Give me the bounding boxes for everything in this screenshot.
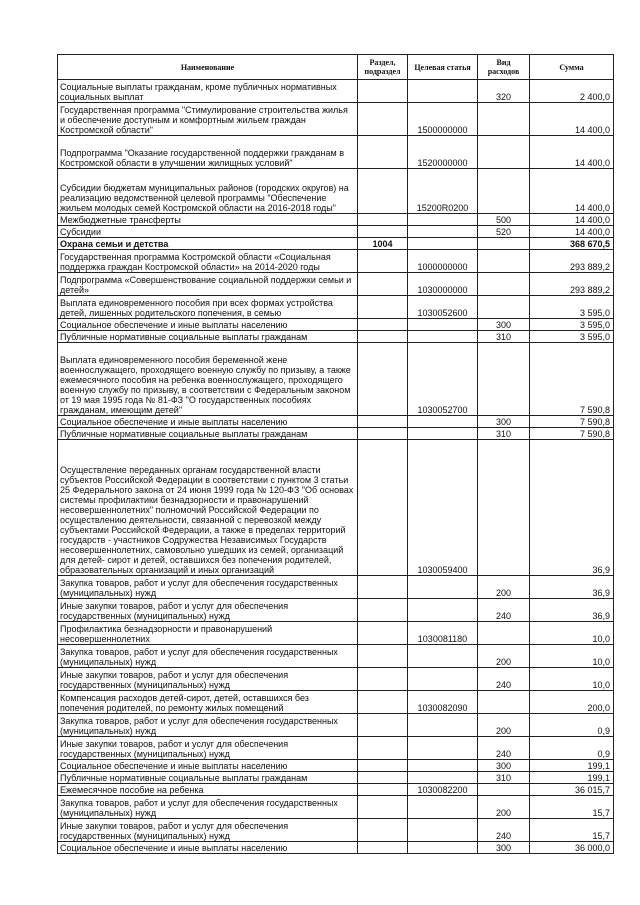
cell-sum: 15,7 (530, 796, 614, 819)
cell-sum: 7 590,8 (530, 428, 614, 440)
table-header (58, 55, 614, 80)
cell-kind (478, 169, 530, 214)
cell-target: 1030059400 (408, 440, 478, 576)
table-row (58, 169, 614, 214)
cell-sum: 3 595,0 (530, 319, 614, 331)
table-row (58, 645, 614, 668)
cell-section (358, 784, 408, 796)
cell-name: Выплата единовременного пособия беременной жене военнослужащего, проходящего военную службу по призыву, а также ежемесячного пособия на ребенка военнослужащего, проходящего военную службу по призыву, в соответствии с Федеральным законом от 19 мая 1995 года № 81-ФЗ "О государственных пособиях гражданам, имеющим детей" (58, 343, 358, 416)
cell-sum: 0,9 (530, 714, 614, 737)
table-row (58, 796, 614, 819)
table-row (58, 714, 614, 737)
cell-target (408, 238, 478, 250)
cell-kind (478, 343, 530, 416)
table-body (58, 80, 614, 854)
cell-name: Публичные нормативные социальные выплаты гражданам (58, 331, 358, 343)
cell-target (408, 772, 478, 784)
cell-name: Социальное обеспечение и иные выплаты населению (58, 760, 358, 772)
header-name: Наименование (58, 55, 358, 80)
cell-kind: 300 (478, 416, 530, 428)
header-target: Целевая статья (408, 55, 478, 80)
cell-kind (478, 691, 530, 714)
cell-name: Подпрограмма "Оказание государственной поддержки гражданам в Костромской области в улучшении жилищных условий" (58, 136, 358, 169)
cell-sum: 0,9 (530, 737, 614, 760)
cell-target (408, 819, 478, 842)
table-row (58, 576, 614, 599)
cell-sum: 15,7 (530, 819, 614, 842)
cell-kind (478, 622, 530, 645)
table-row (58, 343, 614, 416)
table-row (58, 103, 614, 136)
cell-name: Межбюджетные трансферты (58, 214, 358, 226)
cell-name: Закупка товаров, работ и услуг для обеспечения государственных (муниципальных) нужд (58, 714, 358, 737)
header-sum: Сумма (530, 55, 614, 80)
cell-section (358, 772, 408, 784)
cell-target (408, 319, 478, 331)
cell-target (408, 428, 478, 440)
cell-name: Государственная программа "Стимулирование строительства жилья и обеспечение доступным и комфортным жильем граждан Костромской области" (58, 103, 358, 136)
table-row (58, 416, 614, 428)
cell-section (358, 331, 408, 343)
cell-sum: 14 400,0 (530, 226, 614, 238)
cell-target (408, 737, 478, 760)
cell-target (408, 80, 478, 103)
cell-section (358, 737, 408, 760)
cell-section (358, 796, 408, 819)
cell-section (358, 645, 408, 668)
cell-sum: 2 400,0 (530, 80, 614, 103)
cell-target: 15200R0200 (408, 169, 478, 214)
cell-name: Ежемесячное пособие на ребенка (58, 784, 358, 796)
table-row (58, 238, 614, 250)
table-row (58, 819, 614, 842)
cell-section (358, 819, 408, 842)
table-row (58, 772, 614, 784)
cell-kind (478, 440, 530, 576)
cell-section (358, 319, 408, 331)
table-row (58, 668, 614, 691)
cell-kind: 300 (478, 842, 530, 854)
cell-target: 1030082200 (408, 784, 478, 796)
cell-sum: 293 889,2 (530, 250, 614, 273)
cell-name: Субсидии бюджетам муниципальных районов (городских округов) на реализацию ведомственной целевой программы "Обеспечение жильем молодых семей Костромской области на 2016-2018 годы" (58, 169, 358, 214)
cell-name: Государственная программа Костромской области «Социальная поддержка граждан Костромской области» на 2014-2020 годы (58, 250, 358, 273)
cell-kind: 200 (478, 796, 530, 819)
cell-kind: 240 (478, 599, 530, 622)
cell-target (408, 331, 478, 343)
table-row (58, 214, 614, 226)
cell-kind (478, 250, 530, 273)
cell-name: Социальное обеспечение и иные выплаты населению (58, 319, 358, 331)
cell-sum: 7 590,8 (530, 343, 614, 416)
cell-sum: 368 670,5 (530, 238, 614, 250)
cell-section (358, 214, 408, 226)
table-row (58, 784, 614, 796)
cell-target (408, 576, 478, 599)
cell-name: Социальное обеспечение и иные выплаты населению (58, 842, 358, 854)
table-row (58, 737, 614, 760)
table-row (58, 80, 614, 103)
cell-kind (478, 136, 530, 169)
cell-kind: 200 (478, 576, 530, 599)
cell-kind: 200 (478, 714, 530, 737)
cell-target (408, 226, 478, 238)
cell-section (358, 80, 408, 103)
cell-kind: 310 (478, 428, 530, 440)
cell-sum: 36,9 (530, 576, 614, 599)
table-row (58, 691, 614, 714)
table-row (58, 250, 614, 273)
cell-section (358, 622, 408, 645)
cell-section (358, 599, 408, 622)
cell-section (358, 668, 408, 691)
cell-sum: 3 595,0 (530, 331, 614, 343)
cell-name: Профилактика безнадзорности и правонарушений несовершеннолетних (58, 622, 358, 645)
cell-target: 1030000000 (408, 273, 478, 296)
cell-kind: 520 (478, 226, 530, 238)
cell-kind: 300 (478, 760, 530, 772)
cell-kind: 240 (478, 737, 530, 760)
cell-section (358, 842, 408, 854)
cell-section (358, 440, 408, 576)
cell-target (408, 645, 478, 668)
cell-target: 1520000000 (408, 136, 478, 169)
cell-name: Публичные нормативные социальные выплаты гражданам (58, 428, 358, 440)
table-row (58, 319, 614, 331)
cell-target: 1500000000 (408, 103, 478, 136)
cell-kind (478, 238, 530, 250)
cell-name: Охрана семьи и детства (58, 238, 358, 250)
cell-section (358, 691, 408, 714)
cell-kind: 240 (478, 668, 530, 691)
cell-section (358, 226, 408, 238)
cell-section (358, 250, 408, 273)
cell-section (358, 760, 408, 772)
cell-sum: 14 400,0 (530, 136, 614, 169)
table-row (58, 331, 614, 343)
cell-target: 1030081180 (408, 622, 478, 645)
cell-kind: 310 (478, 331, 530, 343)
header-row (58, 55, 614, 80)
cell-kind (478, 103, 530, 136)
cell-target: 1030082090 (408, 691, 478, 714)
cell-name: Публичные нормативные социальные выплаты гражданам (58, 772, 358, 784)
cell-name: Осуществление переданных органам государственной власти субъектов Российской Федерации в соответствии с пунктом 3 статьи 25 Федерального закона от 24 июня 1999 года № 120-ФЗ "Об основах системы профилактики безнадзорности и правонарушений несовершеннолетних" полномочий Российской Федерации по осуществлению деятельности, связанной с перевозкой между субъектами Российской Федерации, а также в пределах территорий государств - участников Содружества Независимых Государств несовершеннолетних, самовольно ушедших из семей, организаций для детей- сирот и детей, оставшихся без попечения родителей, образовательных организаций и иных организаций (58, 440, 358, 576)
cell-kind: 300 (478, 319, 530, 331)
cell-sum: 36,9 (530, 599, 614, 622)
cell-target: 1030052700 (408, 343, 478, 416)
cell-name: Субсидии (58, 226, 358, 238)
cell-kind: 240 (478, 819, 530, 842)
cell-target (408, 714, 478, 737)
cell-name: Иные закупки товаров, работ и услуг для обеспечения государственных (муниципальных) нужд (58, 819, 358, 842)
cell-section (358, 296, 408, 319)
cell-name: Подпрограмма «Совершенствование социальной поддержки семьи и детей» (58, 273, 358, 296)
cell-name: Иные закупки товаров, работ и услуг для обеспечения государственных (муниципальных) нужд (58, 737, 358, 760)
cell-sum: 10,0 (530, 645, 614, 668)
table-row (58, 622, 614, 645)
cell-section (358, 416, 408, 428)
cell-target (408, 842, 478, 854)
cell-sum: 200,0 (530, 691, 614, 714)
cell-section (358, 136, 408, 169)
table-row (58, 136, 614, 169)
cell-name: Иные закупки товаров, работ и услуг для обеспечения государственных (муниципальных) нужд (58, 599, 358, 622)
cell-sum: 293 889,2 (530, 273, 614, 296)
cell-sum: 36,9 (530, 440, 614, 576)
table-row (58, 226, 614, 238)
table-row (58, 428, 614, 440)
cell-kind: 310 (478, 772, 530, 784)
cell-kind: 200 (478, 645, 530, 668)
cell-target (408, 416, 478, 428)
cell-target (408, 599, 478, 622)
cell-kind (478, 273, 530, 296)
table-row (58, 760, 614, 772)
cell-section (358, 714, 408, 737)
cell-sum: 3 595,0 (530, 296, 614, 319)
cell-target (408, 668, 478, 691)
cell-section (358, 343, 408, 416)
cell-section (358, 273, 408, 296)
cell-name: Закупка товаров, работ и услуг для обеспечения государственных (муниципальных) нужд (58, 576, 358, 599)
cell-section (358, 576, 408, 599)
cell-sum: 10,0 (530, 668, 614, 691)
cell-target: 1030052600 (408, 296, 478, 319)
cell-name: Социальное обеспечение и иные выплаты населению (58, 416, 358, 428)
cell-name: Компенсация расходов детей-сирот, детей, оставшихся без попечения родителей, по ремонту жилых помещений (58, 691, 358, 714)
cell-name: Выплата единовременного пособия при всех формах устройства детей, лишенных родительского попечения, в семью (58, 296, 358, 319)
cell-sum: 199,1 (530, 760, 614, 772)
cell-sum: 7 590,8 (530, 416, 614, 428)
cell-target (408, 214, 478, 226)
cell-kind (478, 296, 530, 319)
cell-target (408, 796, 478, 819)
table-row (58, 599, 614, 622)
cell-name: Иные закупки товаров, работ и услуг для обеспечения государственных (муниципальных) нужд (58, 668, 358, 691)
cell-name: Закупка товаров, работ и услуг для обеспечения государственных (муниципальных) нужд (58, 796, 358, 819)
cell-sum: 10,0 (530, 622, 614, 645)
cell-kind (478, 784, 530, 796)
cell-sum: 36 015,7 (530, 784, 614, 796)
cell-kind: 320 (478, 80, 530, 103)
budget-table (57, 54, 614, 854)
cell-kind: 500 (478, 214, 530, 226)
cell-target: 1000000000 (408, 250, 478, 273)
cell-name: Закупка товаров, работ и услуг для обеспечения государственных (муниципальных) нужд (58, 645, 358, 668)
table-row (58, 296, 614, 319)
cell-name: Социальные выплаты гражданам, кроме публичных нормативных социальных выплат (58, 80, 358, 103)
cell-sum: 14 400,0 (530, 214, 614, 226)
cell-sum: 14 400,0 (530, 103, 614, 136)
table-row (58, 273, 614, 296)
header-section: Раздел, подраздел (358, 55, 408, 80)
cell-section (358, 103, 408, 136)
table-row (58, 440, 614, 576)
cell-sum: 199,1 (530, 772, 614, 784)
cell-section (358, 428, 408, 440)
table-row (58, 842, 614, 854)
cell-section (358, 169, 408, 214)
header-kind: Вид расходов (478, 55, 530, 80)
cell-section: 1004 (358, 238, 408, 250)
cell-sum: 36 000,0 (530, 842, 614, 854)
cell-target (408, 760, 478, 772)
cell-sum: 14 400,0 (530, 169, 614, 214)
